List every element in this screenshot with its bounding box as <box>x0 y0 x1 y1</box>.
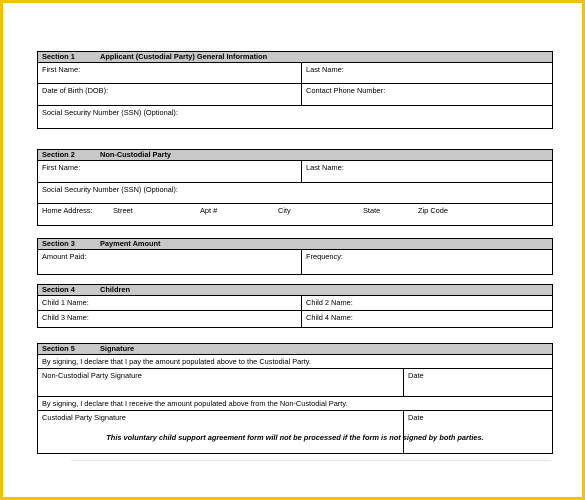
section-number: Section 5 <box>42 344 75 353</box>
state-label: State <box>363 206 381 215</box>
processing-note: This voluntary child support agreement form will not be processed if the form is not signed by both parties. <box>106 433 484 442</box>
street-label: Street <box>113 206 133 215</box>
applicant-last-name-field[interactable]: Last Name: <box>306 65 344 74</box>
section-3-header <box>38 239 552 250</box>
child-1-name-field[interactable]: Child 1 Name: <box>38 296 302 310</box>
noncustodial-date-field[interactable]: Date <box>408 371 424 380</box>
child-2-name-field[interactable]: Child 2 Name: <box>306 298 353 307</box>
frequency-field[interactable]: Frequency: <box>306 252 343 261</box>
amount-paid-field[interactable]: Amount Paid: <box>38 250 302 274</box>
noncustodial-signature-field[interactable]: Non-Custodial Party Signature <box>38 369 404 396</box>
noncustodial-ssn-field[interactable]: Social Security Number (SSN) (Optional): <box>42 185 178 194</box>
applicant-phone-field[interactable]: Contact Phone Number: <box>306 86 386 95</box>
section-number: Section 1 <box>42 52 75 61</box>
noncustodial-last-name-field[interactable]: Last Name: <box>306 163 344 172</box>
child-4-name-field[interactable]: Child 4 Name: <box>306 313 353 322</box>
section-4 <box>37 284 553 328</box>
section-2-header <box>38 150 552 161</box>
child-3-name-field[interactable]: Child 3 Name: <box>38 311 302 327</box>
custodial-date-field[interactable]: Date <box>408 413 424 422</box>
applicant-dob-field[interactable]: Date of Birth (DOB): <box>38 84 302 105</box>
city-label: City <box>278 206 291 215</box>
custodial-signature-field[interactable]: Custodial Party Signature <box>38 411 404 453</box>
section-3 <box>37 238 553 275</box>
section-1 <box>37 51 553 129</box>
noncustodial-first-name-field[interactable]: First Name: <box>38 161 302 182</box>
section-title: Payment Amount <box>100 239 161 248</box>
home-address-field[interactable] <box>38 204 552 225</box>
zip-label: Zip Code <box>418 206 448 215</box>
section-title: Applicant (Custodial Party) General Information <box>100 52 268 61</box>
footer-divider <box>71 460 551 461</box>
section-number: Section 3 <box>42 239 75 248</box>
section-title: Non-Custodial Party <box>100 150 172 159</box>
receive-declaration: By signing, I declare that I receive the amount populated above from the Non-Custodial Party. <box>42 399 348 408</box>
pay-declaration: By signing, I declare that I pay the amount populated above to the Custodial Party. <box>42 357 311 366</box>
home-address-label: Home Address: <box>42 206 93 215</box>
section-1-header <box>38 52 552 63</box>
section-title: Signature <box>100 344 135 353</box>
section-4-header <box>38 285 552 296</box>
section-number: Section 2 <box>42 150 75 159</box>
applicant-ssn-field[interactable]: Social Security Number (SSN) (Optional): <box>42 108 178 117</box>
section-title: Children <box>100 285 130 294</box>
applicant-first-name-field[interactable]: First Name: <box>38 63 302 83</box>
apt-label: Apt # <box>200 206 218 215</box>
section-number: Section 4 <box>42 285 75 294</box>
section-5-header <box>38 344 552 355</box>
section-2 <box>37 149 553 226</box>
